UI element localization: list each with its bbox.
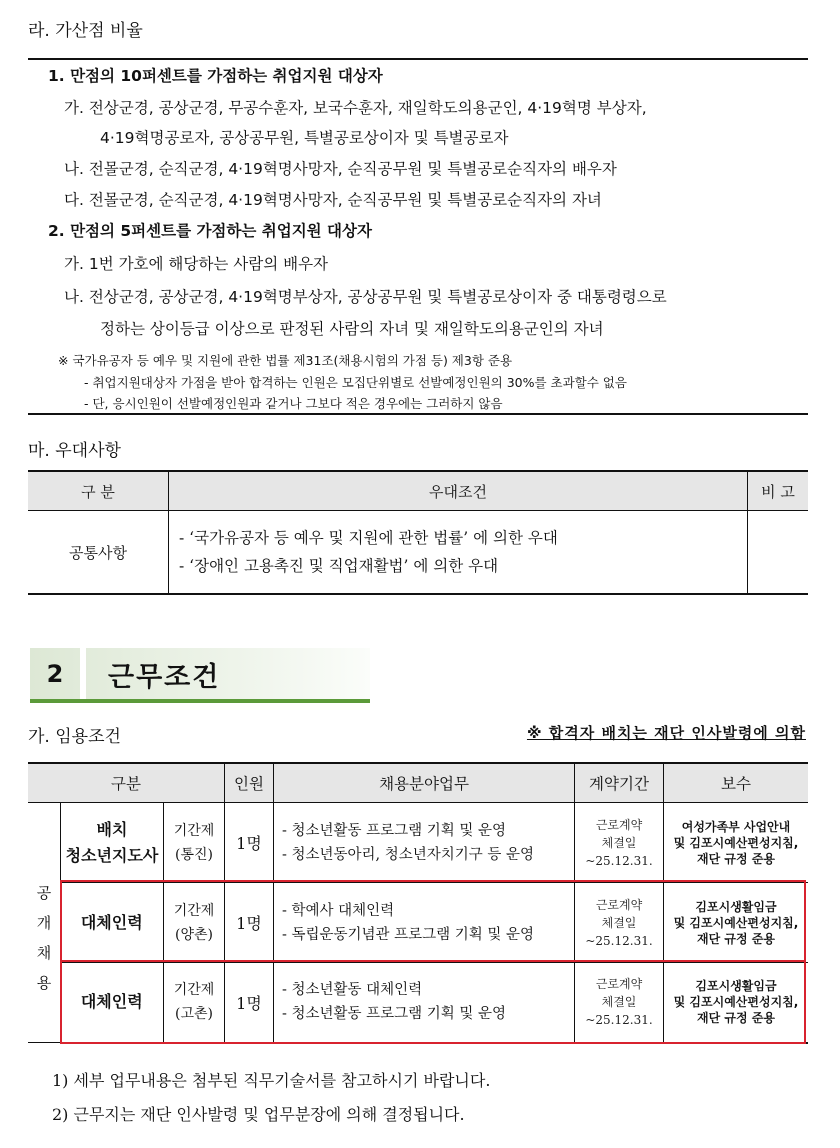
work-row2-period-line3: ~25.12.31. xyxy=(585,933,653,948)
work-row3-type-line2: (고촌) xyxy=(175,1006,213,1023)
bonus-note-limit: - 취업지원대상자 가점을 받아 합격하는 인원은 모집단위별로 선발예정인원의 30%를 초과할수 없음 xyxy=(84,375,627,390)
work-row1-role xyxy=(61,803,164,883)
bonus-item2-a: 가. 1번 가호에 해당하는 사람의 배우자 xyxy=(64,255,329,273)
work-row2-role: 대체인력 xyxy=(61,883,164,963)
bonus-item1-a2: 4·19혁명공로자, 공상공무원, 특별공로상이자 및 특별공로자 xyxy=(100,129,509,147)
pref-header-category: 구 분 xyxy=(28,471,169,511)
bonus-item1-b: 나. 전몰군경, 순직군경, 4·19혁명사망자, 순직공무원 및 특별공로순직자의 배우자 xyxy=(64,160,617,178)
highlight-box-row3 xyxy=(60,960,806,1044)
work-row2-type-line2: (양촌) xyxy=(175,926,213,943)
pref-conditions-cell xyxy=(169,511,748,595)
bonus-item1-c: 다. 전몰군경, 순직군경, 4·19혁명사망자, 순직공무원 및 특별공로순직자의 자녀 xyxy=(64,191,602,209)
employment-title: 가. 임용조건 xyxy=(28,727,121,747)
work-row2-pay-line3: 재단 규정 준용 xyxy=(697,931,775,946)
work-category-cell xyxy=(28,803,61,1043)
work-row1-type-line1: 기간제 xyxy=(173,822,215,839)
section-underline xyxy=(30,699,370,703)
work-category-label: 공 개 채 용 xyxy=(36,883,52,992)
work-row3-period-line1: 근로계약 xyxy=(595,977,643,992)
work-row2-task2: - 독립운동기념관 프로그램 기획 및 운영 xyxy=(282,926,535,943)
section-title: 근무조건 xyxy=(108,661,221,693)
work-row1-task2: - 청소년동아리, 청소년자치기구 등 운영 xyxy=(282,846,535,863)
preference-table xyxy=(28,470,808,595)
work-row3-pay-line3: 재단 규정 준용 xyxy=(697,1011,775,1026)
work-row3-period-line2: 체결일 xyxy=(601,995,637,1010)
work-row1-period-line1: 근로계약 xyxy=(595,817,643,832)
work-header-category: 구분 xyxy=(28,763,225,803)
work-row1-pay-line2: 및 김포시예산편성지침, xyxy=(673,835,799,850)
bonus-item1: 1. 만점의 10퍼센트를 가점하는 취업지원 대상자 xyxy=(48,67,383,85)
work-row1-period xyxy=(575,803,664,883)
work-row3-type-line1: 기간제 xyxy=(173,982,215,999)
bonus-item1-a1: 가. 전상군경, 공상군경, 무공수훈자, 보국수훈자, 재일학도의용군인, 4·19혁명 부상자, xyxy=(64,99,647,117)
work-row3-role: 대체인력 xyxy=(61,963,164,1043)
work-row1-period-line2: 체결일 xyxy=(601,835,637,850)
work-row3-pay-line2: 및 김포시예산편성지침, xyxy=(673,995,799,1010)
work-row1-type-line2: (통진) xyxy=(175,846,213,863)
footnote-1: 1) 세부 업무내용은 첨부된 직무기술서를 참고하시기 바랍니다. xyxy=(52,1071,491,1090)
work-row1-task xyxy=(274,803,575,883)
work-header-period: 계약기간 xyxy=(575,763,664,803)
bonus-section-title: 라. 가산점 비율 xyxy=(28,21,143,41)
bonus-item2-b2: 정하는 상이등급 이상으로 판정된 사람의 자녀 및 재일학도의용군인의 자녀 xyxy=(100,320,604,338)
footnote-2: 2) 근무지는 재단 인사발령 및 업무분장에 의해 결정됩니다. xyxy=(52,1105,465,1124)
bonus-note-law: ※ 국가유공자 등 예우 및 지원에 관한 법률 제31조(채용시험의 가점 등) 제3항 준용 xyxy=(58,353,513,368)
pref-header-note: 비 고 xyxy=(748,471,809,511)
section-banner-divider xyxy=(80,648,86,700)
pref-row-label: 공통사항 xyxy=(28,511,169,595)
bonus-item2-b1: 나. 전상군경, 공상군경, 4·19혁명부상자, 공상공무원 및 특별공로상이자 중 대통령령으로 xyxy=(64,288,667,306)
work-row1-role-line2: 청소년지도사 xyxy=(65,845,159,865)
work-header-task: 채용분야업무 xyxy=(274,763,575,803)
work-row3-count: 1명 xyxy=(225,963,274,1043)
pref-condition-2: - ‘장애인 고용촉진 및 직업재활법’ 에 의한 우대 xyxy=(179,557,499,575)
work-row1-role-line1: 배치 xyxy=(96,819,128,839)
pref-note-cell xyxy=(748,511,809,595)
highlight-box-row2 xyxy=(60,880,806,962)
work-row3-period-line3: ~25.12.31. xyxy=(585,1013,653,1028)
work-row3-task2: - 청소년활동 프로그램 기획 및 운영 xyxy=(282,1006,507,1023)
bonus-note-exception: - 단, 응시인원이 선발예정인원과 같거나 그보다 적은 경우에는 그러하지 않음 xyxy=(84,396,503,411)
work-row1-pay-line1: 여성가족부 사업안내 xyxy=(681,819,791,834)
bonus-top-rule xyxy=(28,58,808,60)
work-header-pay: 보수 xyxy=(664,763,809,803)
work-row1-pay-line3: 재단 규정 준용 xyxy=(697,851,775,866)
pref-condition-1: - ‘국가유공자 등 예우 및 지원에 관한 법률’ 에 의한 우대 xyxy=(179,529,558,547)
bonus-bottom-rule xyxy=(28,413,808,415)
work-row1-task1: - 청소년활동 프로그램 기획 및 운영 xyxy=(282,822,507,839)
section-number: 2 xyxy=(46,660,64,688)
work-row3-task1: - 청소년활동 대체인력 xyxy=(282,982,423,999)
work-row1-pay xyxy=(664,803,809,883)
pref-header-condition: 우대조건 xyxy=(169,471,748,511)
preference-section-title: 마. 우대사항 xyxy=(28,441,121,461)
work-row2-period-line2: 체결일 xyxy=(601,915,637,930)
work-row3-pay-line1: 김포시생활임금 xyxy=(695,979,777,994)
work-row1-period-line3: ~25.12.31. xyxy=(585,853,653,868)
work-row2-period-line1: 근로계약 xyxy=(595,897,643,912)
work-row1-count: 1명 xyxy=(225,803,274,883)
work-row2-type-line1: 기간제 xyxy=(173,902,215,919)
work-row2-pay-line2: 및 김포시예산편성지침, xyxy=(673,915,799,930)
bonus-item2: 2. 만점의 5퍼센트를 가점하는 취업지원 대상자 xyxy=(48,222,372,240)
work-row2-task1: - 학예사 대체인력 xyxy=(282,902,395,919)
work-header-count: 인원 xyxy=(225,763,274,803)
work-row1-type xyxy=(164,803,225,883)
work-row2-pay-line1: 김포시생활임금 xyxy=(695,899,777,914)
employment-assignment-note: ※ 합격자 배치는 재단 인사발령에 의함 xyxy=(526,724,806,742)
work-row2-count: 1명 xyxy=(225,883,274,963)
